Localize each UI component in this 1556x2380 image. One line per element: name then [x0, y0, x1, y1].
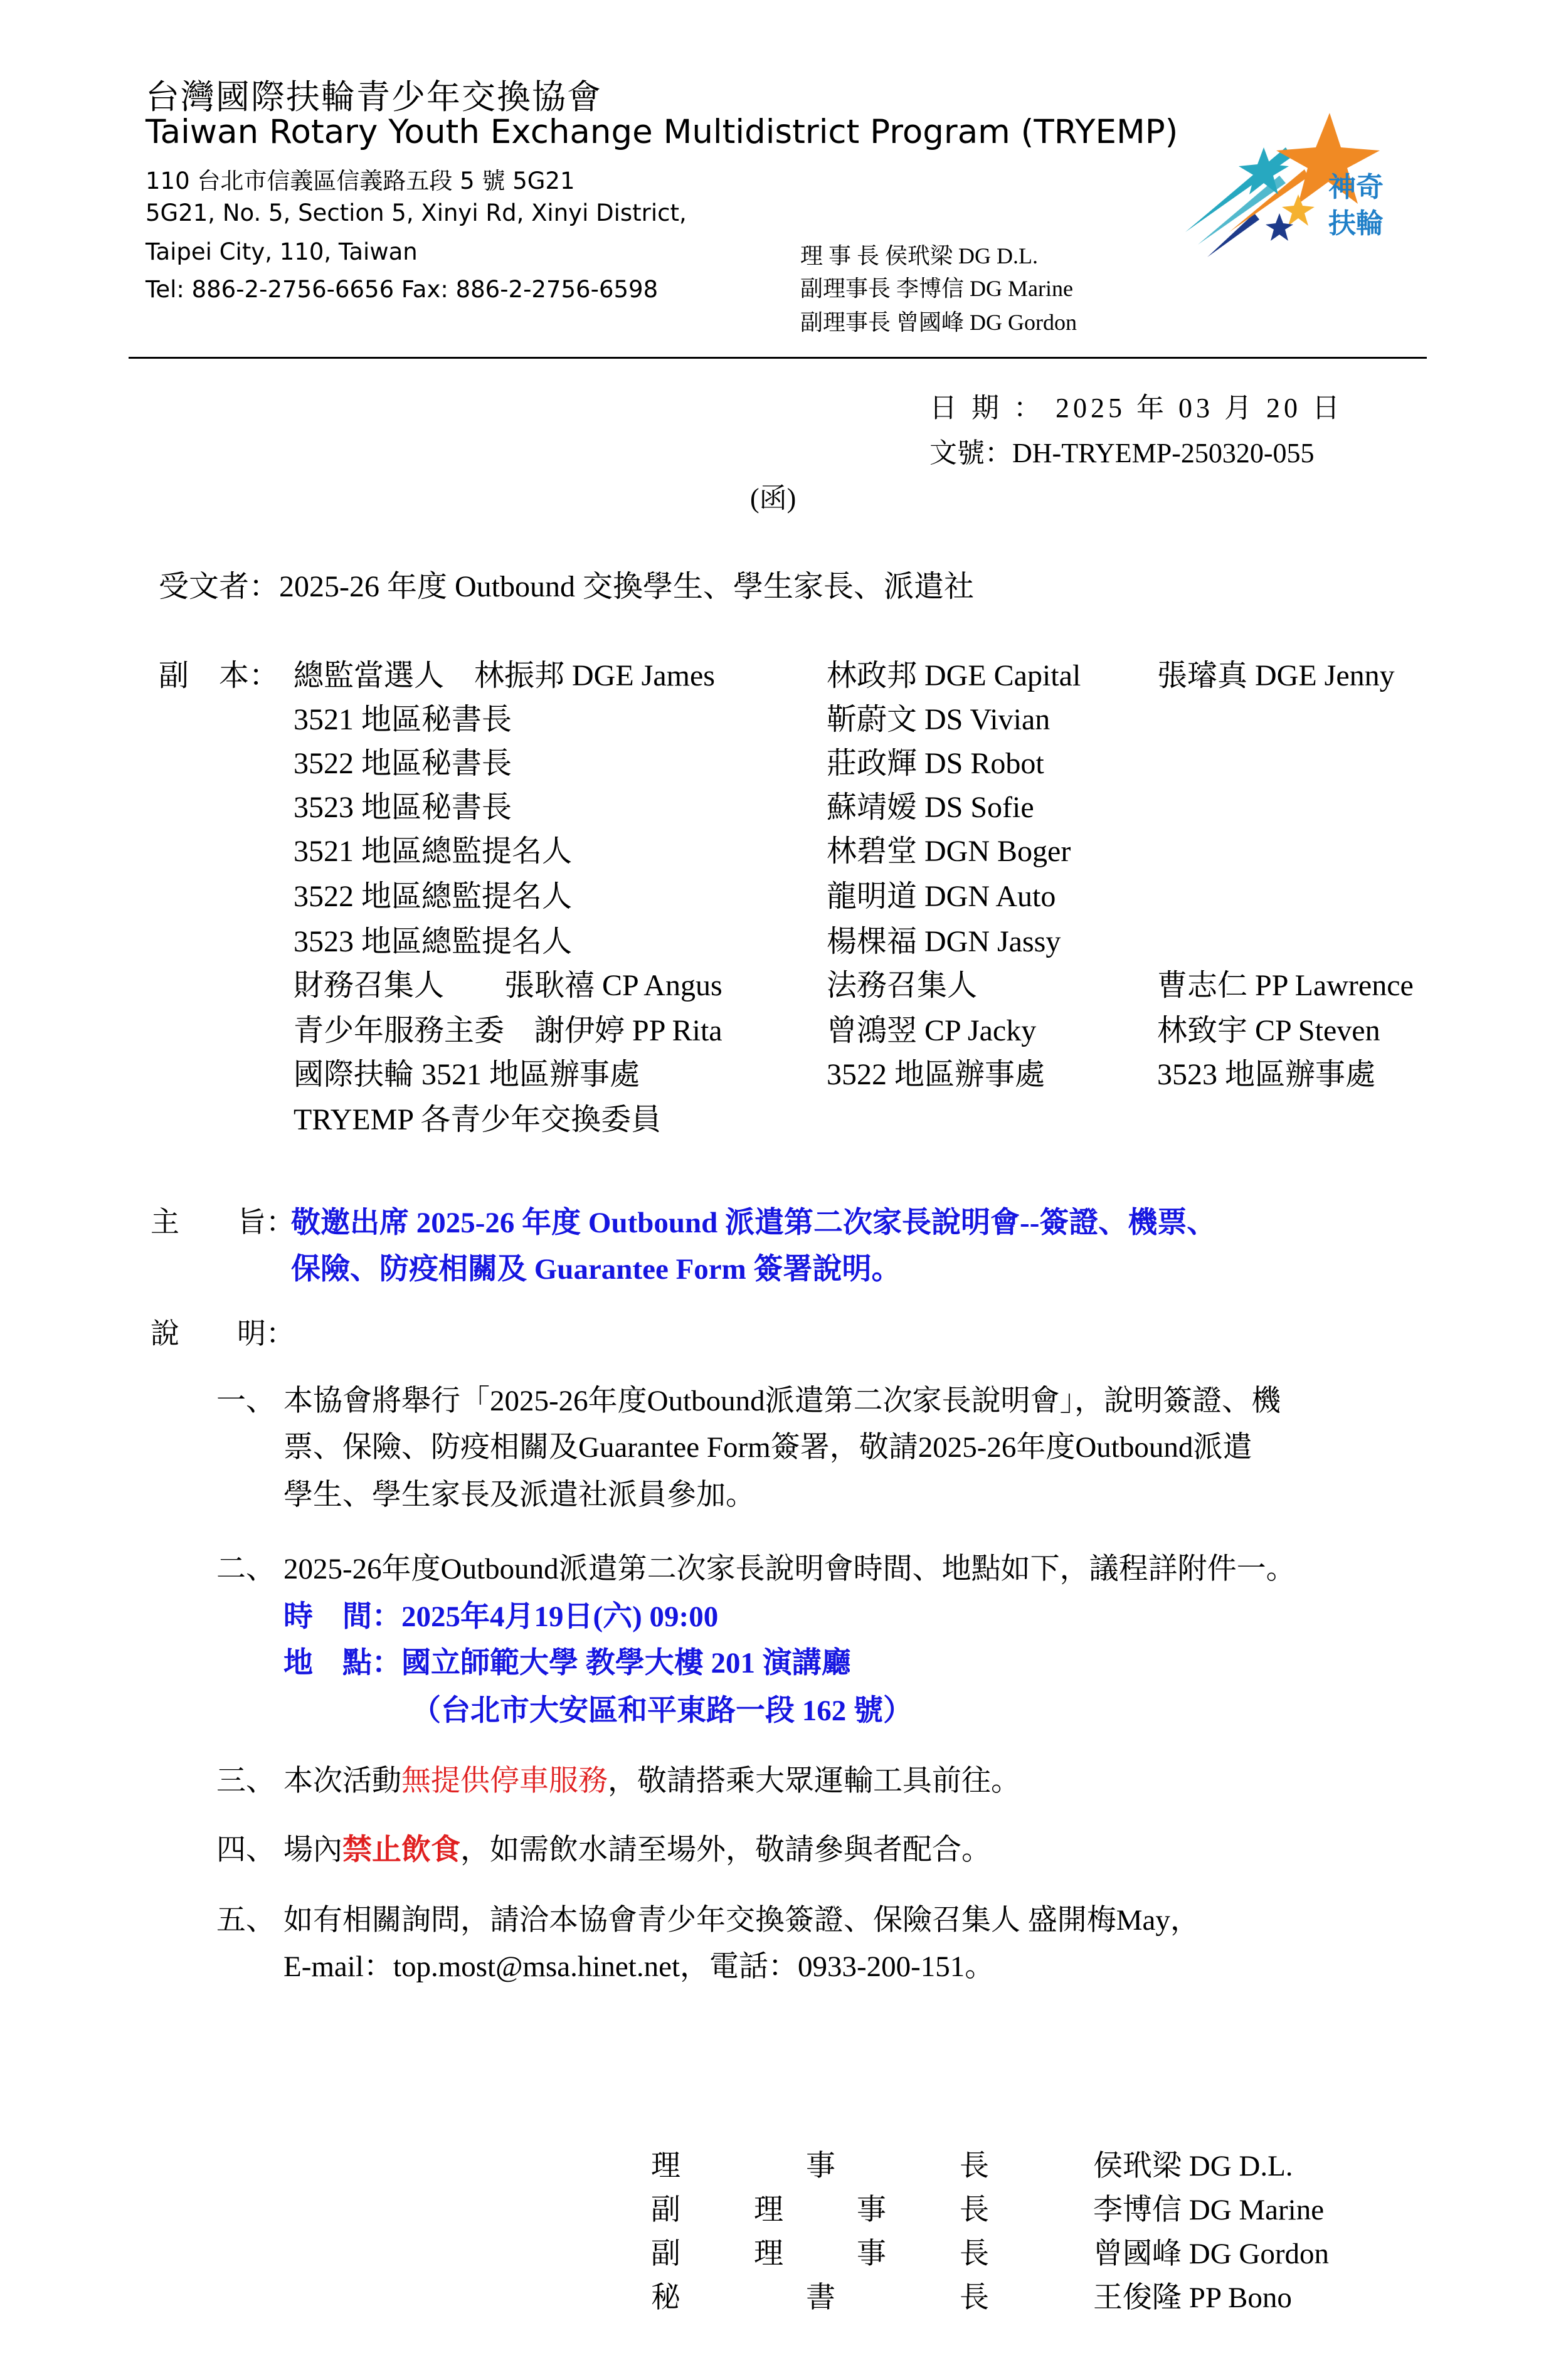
no-food-notice: 禁止飲食 — [342, 1834, 460, 1866]
item-text: 學生、學生家長及派遣社派員參加。 — [283, 1479, 755, 1511]
cc-entry: TRYEMP 各青少年交換委員 — [294, 1103, 662, 1136]
cc-entry: 3521 地區秘書長 — [294, 703, 512, 736]
cc-entry: 3523 地區總監提名人 — [294, 925, 573, 958]
signature-title-char: 長 — [960, 2282, 989, 2314]
item-number: 二、 — [216, 1553, 275, 1585]
item-text-post: ，敬請搭乘大眾運輸工具前往。 — [608, 1765, 1020, 1797]
item-text — [283, 1826, 991, 1868]
cc-entry: 張璿真 DGE Jenny — [1157, 659, 1395, 692]
cc-entry: 林政邦 DGE Capital — [827, 659, 1081, 692]
signature-name: 李博信 DG Marine — [1093, 2194, 1325, 2226]
logo-text: 神奇扶輪 — [1328, 171, 1384, 240]
description-label: 說 明： — [151, 1318, 295, 1350]
cc-entry: 3522 地區秘書長 — [294, 747, 512, 780]
address-line: Taipei City, 110, Taiwan — [146, 238, 418, 265]
item-text-post: ，如需飲水請至場外，敬請參與者配合。 — [460, 1834, 991, 1866]
signature-name: 侯玳梁 DG D.L. — [1093, 2150, 1293, 2182]
document-date: 日 期 ： 2025 年 03 月 20 日 — [929, 393, 1343, 423]
item-text-pre: 場內 — [283, 1834, 342, 1866]
cc-entry: 總監當選人 林振邦 DGE James — [294, 659, 715, 692]
signature-title-char: 事 — [806, 2150, 835, 2182]
item-text — [283, 1757, 1020, 1799]
item-text: 2025-26年度Outbound派遣第二次家長說明會時間、地點如下，議程詳附件一。 — [283, 1553, 1296, 1585]
officer-vice-president: 副理事長 曾國峰 DG Gordon — [800, 310, 1077, 335]
signature-title-char: 長 — [960, 2238, 989, 2270]
subject-text: 敬邀出席 2025-26 年度 Outbound 派遣第二次家長說明會--簽證、機票、 — [291, 1207, 1217, 1239]
signature-title-char: 理 — [651, 2150, 680, 2182]
event-place: 地 點：國立師範大學 教學大樓 201 演講廳 — [283, 1647, 851, 1679]
signature-title-char: 書 — [806, 2282, 835, 2314]
signature-title-char: 理 — [754, 2238, 783, 2270]
cc-entry: 青少年服務主委 謝伊婷 PP Rita — [294, 1014, 722, 1047]
cc-entry: 林致宇 CP Steven — [1157, 1014, 1380, 1047]
cc-entry: 3523 地區秘書長 — [294, 791, 512, 824]
cc-entry: 3522 地區總監提名人 — [294, 880, 573, 913]
cc-entry: 財務召集人 張耿禧 CP Angus — [294, 969, 722, 1002]
no-parking-notice: 無提供停車服務 — [401, 1765, 608, 1797]
cc-entry: 莊政輝 DS Robot — [827, 747, 1044, 780]
item-text: 票、保險、防疫相關及Guarantee Form簽署，敬請2025-26年度Outbound派遣 — [283, 1431, 1252, 1464]
signature-title-char: 長 — [960, 2150, 989, 2182]
event-address: （台北市大安區和平東路一段 162 號） — [411, 1695, 913, 1727]
cc-entry: 3522 地區辦事處 — [827, 1058, 1045, 1091]
cc-entry: 法務召集人 — [827, 969, 978, 1002]
recipient-line: 受文者：2025-26 年度 Outbound 交換學生、學生家長、派遣社 — [159, 570, 974, 603]
signature-title-char: 副 — [651, 2194, 680, 2226]
item-text-pre: 本次活動 — [283, 1765, 401, 1797]
cc-entry: 蘇靖嫒 DS Sofie — [827, 791, 1034, 824]
item-text: 如有相關詢問，請洽本協會青少年交換簽證、保險召集人 盛開梅May， — [283, 1904, 1200, 1937]
signature-title-char: 事 — [857, 2194, 886, 2226]
signature-title-char: 理 — [754, 2194, 783, 2226]
signature-name: 王俊隆 PP Bono — [1093, 2282, 1292, 2314]
signature-name: 曾國峰 DG Gordon — [1093, 2238, 1329, 2270]
event-time: 時 間：2025年4月19日(六) 09:00 — [283, 1600, 719, 1633]
cc-entry: 3521 地區總監提名人 — [294, 835, 573, 868]
cc-entry: 龍明道 DGN Auto — [827, 880, 1056, 913]
address-line: 110 台北市信義區信義路五段 5 號 5G21 — [146, 167, 575, 194]
item-number: 一、 — [216, 1385, 275, 1417]
cc-label: 副 本： — [159, 659, 280, 692]
cc-entry: 曹志仁 PP Lawrence — [1157, 969, 1414, 1002]
signature-title-char: 副 — [651, 2238, 680, 2270]
org-name-en: Taiwan Rotary Youth Exchange Multidistrict Program (TRYEMP) — [146, 113, 1178, 151]
org-name-zh: 台灣國際扶輪青少年交換協會 — [146, 78, 602, 116]
cc-entry: 林碧堂 DGN Boger — [827, 835, 1071, 868]
signature-title-char: 事 — [857, 2238, 886, 2270]
contact-email-phone: E-mail：top.most@msa.hinet.net，電話：0933-200-151。 — [283, 1950, 995, 1983]
item-number: 三、 — [216, 1765, 275, 1797]
cc-entry: 曾鴻翌 CP Jacky — [827, 1014, 1037, 1047]
subject-label: 主 旨： — [151, 1206, 295, 1238]
item-text: 本協會將舉行「2025-26年度Outbound派遣第二次家長說明會」，說明簽證、機 — [283, 1385, 1281, 1417]
cc-entry: 靳蔚文 DS Vivian — [827, 703, 1051, 736]
signature-title-char: 長 — [960, 2194, 989, 2226]
cc-entry: 楊棵福 DGN Jassy — [827, 925, 1061, 958]
officer-vice-president: 副理事長 李博信 DG Marine — [800, 276, 1073, 301]
officer-president: 理 事 長 侯玳梁 DG D.L. — [800, 243, 1038, 268]
letter-type-mark: (函) — [750, 483, 797, 514]
item-number: 五、 — [216, 1904, 275, 1937]
address-line: 5G21, No. 5, Section 5, Xinyi Rd, Xinyi District, — [146, 199, 687, 226]
cc-entry: 3523 地區辦事處 — [1157, 1058, 1376, 1091]
contact-line: Tel: 886-2-2756-6656 Fax: 886-2-2756-6598 — [146, 276, 659, 303]
cc-entry: 國際扶輪 3521 地區辦事處 — [294, 1058, 640, 1091]
subject-text: 保險、防疫相關及 Guarantee Form 簽署說明。 — [291, 1253, 901, 1286]
document-number: 文號：DH-TRYEMP-250320-055 — [929, 438, 1315, 468]
item-number: 四、 — [216, 1834, 275, 1866]
signature-title-char: 秘 — [651, 2282, 680, 2314]
header-divider — [129, 357, 1427, 359]
